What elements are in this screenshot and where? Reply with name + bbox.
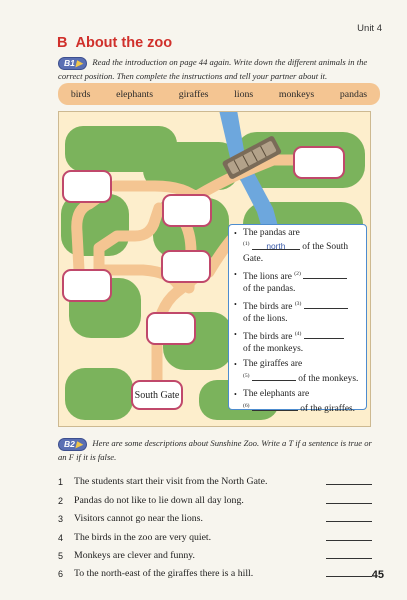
- info-item-5: [234, 359, 362, 385]
- bullet-icon: •: [234, 390, 237, 400]
- statement-text: Visitors cannot go near the lions.: [74, 513, 203, 525]
- blank-number: (4): [294, 331, 302, 338]
- info-text: The birds are: [243, 332, 293, 343]
- info-text: of the lions.: [243, 313, 288, 324]
- info-text: The lions are: [243, 272, 292, 283]
- answer-blank[interactable]: [326, 494, 372, 504]
- blank-number: (1): [243, 241, 250, 248]
- info-text: The giraffes are: [243, 359, 303, 370]
- blank-number: (6): [243, 402, 250, 409]
- word-bank-item: elephants: [116, 88, 154, 100]
- info-text: of the monkeys.: [243, 343, 304, 354]
- statement-number: 6: [58, 569, 64, 580]
- enclosure-box[interactable]: [293, 146, 345, 179]
- answer-blank[interactable]: [326, 512, 372, 522]
- blank-3[interactable]: [304, 300, 348, 309]
- bullet-icon: •: [234, 229, 237, 238]
- statement-text: Pandas do not like to lie down all day long.: [74, 494, 244, 506]
- statement-row: [58, 561, 372, 579]
- statement-number: 3: [58, 514, 64, 525]
- info-text: of the giraffes.: [300, 403, 355, 414]
- statement-number: 5: [58, 550, 64, 561]
- statement-number: 2: [58, 495, 64, 506]
- word-bank-item: giraffes: [178, 88, 209, 100]
- section-letter: B: [57, 35, 68, 51]
- south-gate-label: South Gate: [134, 389, 180, 401]
- south-gate-box: [131, 380, 183, 410]
- b1-instructions: [58, 56, 388, 82]
- b2-badge: B2▶: [58, 438, 87, 451]
- blank-2[interactable]: [303, 270, 347, 279]
- blank-number: (2): [294, 271, 301, 278]
- info-text: The birds are: [243, 302, 293, 313]
- info-item-1: [234, 228, 362, 265]
- enclosure-box[interactable]: [162, 194, 212, 227]
- info-text: of the monkeys.: [298, 373, 359, 384]
- info-item-4: [234, 329, 362, 355]
- bullet-icon: •: [234, 270, 237, 280]
- word-bank-item: pandas: [339, 88, 368, 100]
- unit-label: Unit 4: [357, 23, 382, 34]
- answer-blank[interactable]: [326, 567, 372, 577]
- blank-number: (3): [294, 301, 302, 308]
- blank-5[interactable]: [252, 372, 296, 381]
- blank-1[interactable]: north: [252, 241, 300, 250]
- play-arrow-icon: ▶: [75, 57, 83, 68]
- statement-row: [58, 543, 372, 561]
- bullet-icon: •: [234, 360, 237, 370]
- b1-instructions-text: Read the introduction on page 44 again. Write down the different animals in the correct position. Then complete the instructions and tell your partner about it.: [58, 57, 368, 81]
- answer-blank[interactable]: [326, 475, 372, 485]
- answer-blank[interactable]: [326, 531, 372, 541]
- b1-badge: B1▶: [58, 57, 87, 70]
- statement-row: [58, 524, 372, 542]
- info-text: The elephants are: [243, 389, 310, 400]
- statement-text: The students start their visit from the North Gate.: [74, 476, 268, 488]
- info-item-3: [234, 299, 362, 325]
- answer-blank[interactable]: [326, 549, 372, 559]
- info-text: of the pandas.: [243, 283, 296, 294]
- enclosure-box[interactable]: [146, 312, 196, 345]
- b2-instructions-text: Here are some descriptions about Sunshine Zoo. Write a T if a sentence is true or an F if it is false.: [58, 438, 372, 462]
- blank-number: (5): [243, 372, 250, 379]
- true-false-list: [58, 469, 372, 579]
- statement-text: The birds in the zoo are very quiet.: [74, 531, 212, 543]
- info-text: of the South Gate.: [243, 242, 349, 264]
- play-arrow-icon: ▶: [75, 438, 83, 449]
- enclosure-box[interactable]: [62, 269, 112, 302]
- enclosure-box[interactable]: [161, 250, 211, 283]
- info-text: The pandas are: [243, 228, 300, 238]
- word-bank-item: monkeys: [278, 88, 315, 100]
- statement-number: 4: [58, 532, 64, 543]
- section-title-text: About the zoo: [75, 35, 173, 51]
- statement-text: To the north-east of the giraffes there is a hill.: [74, 568, 254, 580]
- statement-number: 1: [58, 477, 64, 488]
- word-bank-item: birds: [70, 88, 91, 100]
- statement-text: Monkeys are clever and funny.: [74, 549, 195, 561]
- bullet-icon: •: [234, 300, 237, 310]
- section-title: [57, 35, 172, 51]
- word-bank: [58, 83, 380, 105]
- blank-4[interactable]: [304, 330, 344, 339]
- info-item-6: [234, 389, 362, 415]
- word-bank-item: lions: [234, 88, 254, 100]
- blank-6[interactable]: [252, 402, 298, 411]
- enclosure-box[interactable]: [62, 170, 112, 203]
- statement-row: [58, 469, 372, 487]
- statement-row: [58, 506, 372, 524]
- direction-info-box: [228, 224, 367, 414]
- statement-row: [58, 487, 372, 505]
- bullet-icon: •: [234, 330, 237, 340]
- info-item-2: [234, 269, 362, 295]
- page-number: 45: [371, 569, 384, 581]
- b2-instructions: [58, 437, 374, 463]
